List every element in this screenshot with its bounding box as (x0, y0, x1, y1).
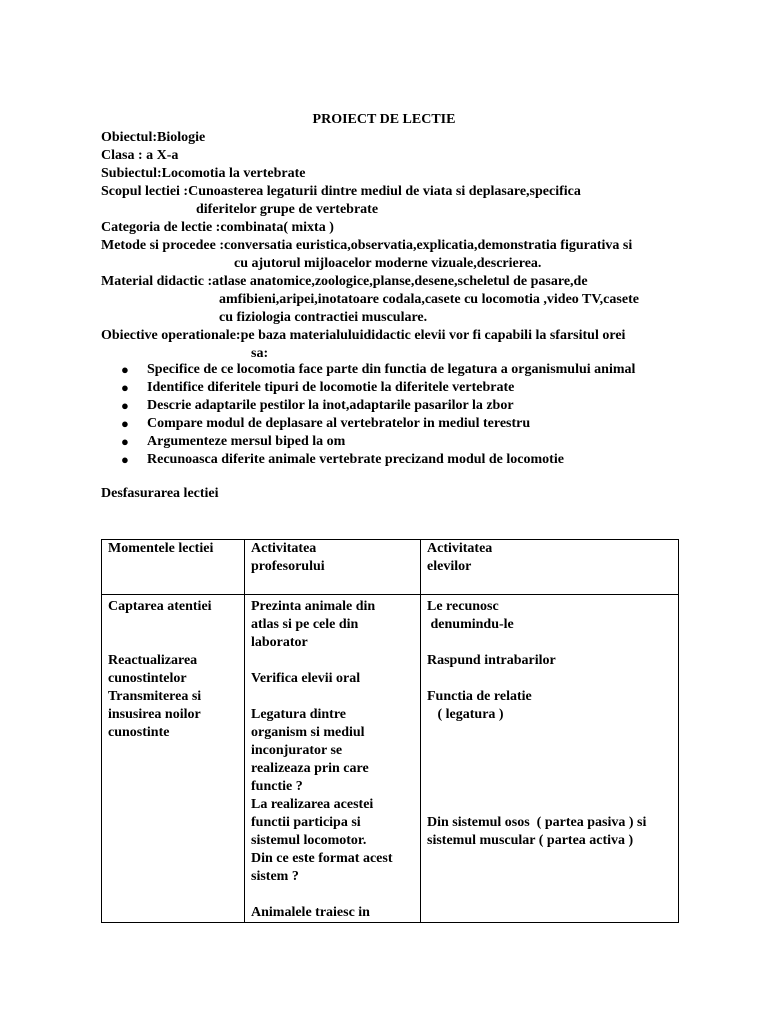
document-page: PROIECT DE LECTIE Obiectul:Biologie Clasa : a X-a Subiectul:Locomotia la vertebrate Scopul lectiei :Cunoasterea legaturii dintre mediul de viata si deplasare,specifica diferitelor grupe de vertebrate Categoria de lectie :combinata( mixta ) Metode si procedee :conversatia euristica,observatia,explicatia,demonstratia figurativa si cu ajutorul mijloacelor moderne vizuale,descrierea. Material didactic :atlase anatomice,zoologice,planse,desene,scheletul de pasare,de amfibieni,aripei,inotatoare codala,casete cu locomotia ,video TV,casete cu fiziologia contractiei musculare. Obiective operationale:pe baza materialuluididactic elevii vor fi capabili la sfarsitul orei sa: ● Specifice de ce locomotia face parte din functia de legatura a organismului animal ● Identifice diferitele tipuri de locomotie la diferitele vertebrate ● Descrie adaptarile pestilor la inot,adaptarile pasarilor la zbor ● Compare modul de deplasare al vertebratelor in mediul terestru ● Argumenteze mersul biped la om ● Recunoasca diferite animale vertebrate precizand modul de locomotie Desfasurarea lectiei Momentele lectiei Activitatea profesorului Activitatea elevilor Captarea atentiei Reactualizarea cunostintelor Transmiterea si insusirea noilor cunostinte Prezinta animale din atlas si pe cele din laborator Verifica elevii oral Legatura dintre organism si mediul inconjurator se realizeaza prin care functie ? La realizarea acestei functii participa si sistemul locomotor. Din ce este format acest sistem ? Animalele traiesc in Le recunosc denumindu-le Raspund intrabarilor Functia de relatie ( legatura ) Din sistemul osos ( partea pasiva ) si sistemul muscular ( partea activa ) (0, 0, 768, 1024)
bullet-icon: ● (121, 362, 129, 377)
student-activity-cell (421, 595, 679, 923)
student-line: Le recunosc (427, 599, 499, 614)
section-heading: Desfasurarea lectiei (101, 486, 219, 501)
objectives-line-cont: sa: (251, 346, 269, 361)
teacher-line: laborator (251, 635, 308, 650)
moment-line (108, 634, 238, 652)
teacher-line: inconjurator se (251, 743, 343, 758)
bullet-icon: ● (121, 452, 129, 467)
methods-line: Metode si procedee :conversatia euristica,observatia,explicatia,demonstratia figurativa si (101, 238, 633, 253)
bullet-icon: ● (121, 434, 129, 449)
document-title: PROIECT DE LECTIE (312, 112, 456, 127)
topic-line: Subiectul:Locomotia la vertebrate (101, 166, 306, 181)
teacher-line (251, 886, 414, 904)
student-line (427, 634, 672, 652)
header-cell-moments: Momentele lectiei (102, 540, 245, 595)
student-line: Functia de relatie (427, 689, 532, 704)
student-line: Raspund intrabarilor (427, 653, 556, 668)
teacher-activity-cell (245, 595, 421, 923)
teacher-line (251, 688, 414, 706)
moment-line: insusirea noilor (108, 707, 201, 722)
moment-line: cunostinte (108, 725, 170, 740)
teacher-line: Legatura dintre (251, 707, 347, 722)
methods-line-cont: cu ajutorul mijloacelor moderne vizuale,descrierea. (234, 256, 542, 271)
header-cell-teacher: Activitatea profesorului (245, 540, 421, 595)
lesson-table (101, 539, 679, 923)
materials-line-cont-2: cu fiziologia contractiei musculare. (219, 310, 428, 325)
teacher-line: sistem ? (251, 869, 299, 884)
subject-line: Obiectul:Biologie (101, 130, 206, 145)
student-line (427, 778, 672, 796)
moment-line: Captarea atentiei (108, 599, 212, 614)
student-line: denumindu-le (427, 617, 514, 632)
teacher-line: organism si mediul (251, 725, 365, 740)
student-line (427, 742, 672, 760)
purpose-line-cont: diferitelor grupe de vertebrate (196, 202, 379, 217)
teacher-line: sistemul locomotor. (251, 833, 367, 848)
student-line (427, 760, 672, 778)
materials-line-cont-1: amfibieni,aripei,inotatoare codala,casete cu locomotia ,video TV,casete (219, 292, 639, 307)
header-cell-students: Activitatea elevilor (421, 540, 679, 595)
teacher-line: functii participa si (251, 815, 361, 830)
teacher-line: La realizarea acestei (251, 797, 374, 812)
purpose-line: Scopul lectiei :Cunoasterea legaturii dintre mediul de viata si deplasare,specifica (101, 184, 581, 199)
lesson-category-line: Categoria de lectie :combinata( mixta ) (101, 220, 334, 235)
bullet-icon: ● (121, 416, 129, 431)
student-line: sistemul muscular ( partea activa ) (427, 833, 634, 848)
table-header-row (102, 540, 679, 595)
teacher-line: atlas si pe cele din (251, 617, 359, 632)
moment-line: Transmiterea si (108, 689, 202, 704)
student-line (427, 724, 672, 742)
student-line (427, 796, 672, 814)
teacher-line: Prezinta animale din (251, 599, 376, 614)
bullet-icon: ● (121, 380, 129, 395)
table-row (102, 595, 679, 923)
teacher-line (251, 652, 414, 670)
class-line: Clasa : a X-a (101, 148, 179, 163)
teacher-line: realizeaza prin care (251, 761, 369, 776)
materials-line: Material didactic :atlase anatomice,zoologice,planse,desene,scheletul de pasare,de (101, 274, 588, 289)
moment-line (108, 616, 238, 634)
bullet-icon: ● (121, 398, 129, 413)
student-line: ( legatura ) (427, 707, 504, 722)
moment-line: Reactualizarea (108, 653, 198, 668)
teacher-line: functie ? (251, 779, 303, 794)
student-line: Din sistemul osos ( partea pasiva ) si (427, 815, 647, 830)
moments-cell (102, 595, 245, 923)
teacher-line: Verifica elevii oral (251, 671, 361, 686)
moment-line: cunostintelor (108, 671, 187, 686)
teacher-line: Animalele traiesc in (251, 905, 370, 920)
objectives-line: Obiective operationale:pe baza materialuluididactic elevii vor fi capabili la sfarsitul orei (101, 328, 626, 343)
student-line (427, 670, 672, 688)
teacher-line: Din ce este format acest (251, 851, 393, 866)
